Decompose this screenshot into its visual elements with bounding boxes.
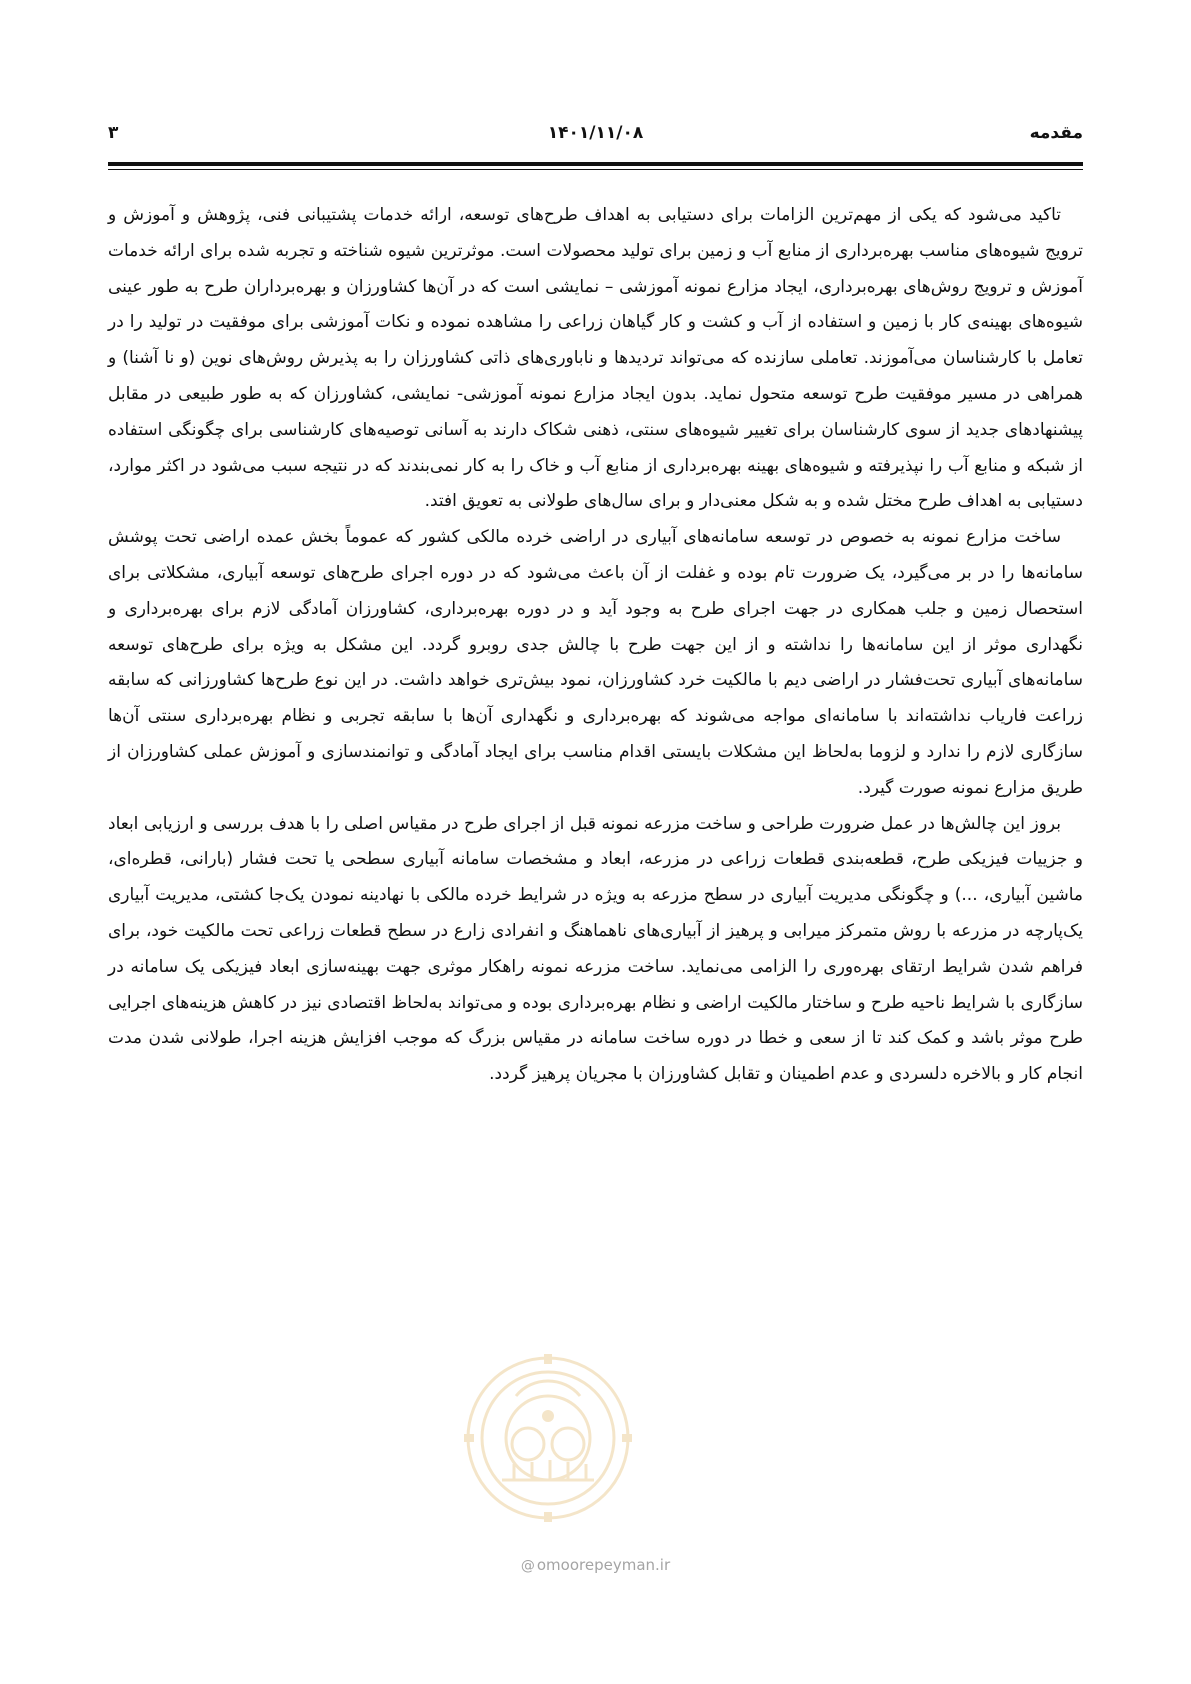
header-page-number: ۳ [108,123,119,143]
watermark-url [0,1556,1191,1574]
watermark-url-text: omoorepeyman.ir [536,1556,671,1574]
header-section-title: مقدمه [1029,123,1083,143]
header-date: ۱۴۰۱/۱۱/۰۸ [547,123,644,143]
paragraph: بروز این چالش‌ها در عمل ضرورت طراحی و ساخت مزرعه نمونه قبل از اجرای طرح در مقیاس اصلی را با هدف بررسی و ارزیابی ابعاد و جزییات فیزیکی طرح، قطعه‌بندی قطعات زراعی در مزرعه، ابعاد و مشخصات سامانه آبیاری سطحی یا تحت فشار (بارانی، قطره‌ای، ماشین آبیاری، ...) و چگونگی مدیریت آبیاری در سطح مزرعه به ویژه در شرایط خرده مالکی با نهادینه نمودن یک‌جا کشتی، مدیریت آبیاری یک‌پارچه در مزرعه با روش متمرکز میرابی و پرهیز از آبیاری‌های ناهماهنگ و انفرادی زارع در سطح قطعات زراعی تحت مالکیت خود، برای فراهم شدن شرایط ارتقای بهره‌وری را الزامی می‌نماید. ساخت مزرعه نمونه راهکار موثری جهت بهینه‌سازی ابعاد فیزیکی یک سامانه در سازگاری با شرایط ناحیه طرح و ساختار مالکیت اراضی و نظام بهره‌برداری بوده و می‌تواند به‌لحاظ اقتصادی نیز در کاهش هزینه‌های اجرایی طرح موثر باشد و کمک کند تا از سعی و خطا در دوره ساخت سامانه در مقیاس بزرگ که موجب افزایش هزینه اجرا، طولانی شدن مدت انجام کار و بالاخره دلسردی و عدم اطمینان و تقابل کشاورزان با مجریان پرهیز گردد. [108,813,1083,1085]
gear-seal-logo-icon [462,1352,634,1524]
paragraph: ساخت مزارع نمونه به خصوص در توسعه سامانه‌های آبیاری در اراضی خرده مالکی کشور که عموماً بخش عمده اراضی تحت پوشش سامانه‌ها را در بر می‌گیرد، یک ضرورت تام بوده و غفلت از آن باعث می‌شود که در دوره اجرای طرح‌های توسعه آبیاری، مشکلاتی برای استحصال زمین و جلب همکاری در جهت اجرای طرح به وجود آید و در دوره بهره‌برداری، کشاورزان آمادگی لازم برای بهره‌برداری و نگهداری موثر از این سامانه‌ها را نداشته و از این جهت طرح با چالش جدی روبرو گردد. این مشکل به ویژه برای طرح‌های توسعه سامانه‌های آبیاری تحت‌فشار در اراضی دیم با مالکیت خرد کشاورزان، نمود بیش‌تری خواهد داشت. در این نوع طرح‌ها کشاورزانی که سابقه زراعت فاریاب نداشته‌اند با سامانه‌ای مواجه می‌شوند که بهره‌برداری و نگهداری آن‌ها با سابقه تجربی و نظام بهره‌برداری سنتی آن‌ها سازگاری لازم را ندارد و لزوما به‌لحاظ این مشکلات بایستی اقدام مناسب برای ایجاد آمادگی و توانمندسازی و آموزش عملی کشاورزان از طریق مزارع نمونه صورت گیرد. [108,527,1083,798]
paragraph: تاکید می‌شود که یکی از مهم‌ترین الزامات برای دستیابی به اهداف طرح‌های توسعه، ارائه خدمات پشتیبانی فنی، پژوهش و آموزش و ترویج شیوه‌های مناسب بهره‌برداری از منابع آب و زمین برای تولید محصولات است. موثرترین شیوه شناخته و تجربه شده برای ارائه خدمات آموزش و ترویج روش‌های بهره‌برداری، ایجاد مزارع نمونه آموزشی – نمایشی است که در آن‌ها کشاورزان و بهره‌برداران طرح به طور عینی شیوه‌های بهینه‌ی کار با زمین و استفاده از آب و کشت و کار گیاهان زراعی را مشاهده نموده و نکات آموزشی برای موفقیت در تولید را در تعامل با کارشناسان می‌آموزند. تعاملی سازنده که می‌تواند تردیدها و ناباوری‌های ذاتی کشاورزان را به پذیرش روش‌های نوین (و نا آشنا) و همراهی در مسیر موفقیت طرح توسعه متحول نماید. بدون ایجاد مزارع نمونه آموزشی- نمایشی، کشاورزان که به طور طبیعی در مقابل پیشنهادهای جدید از سوی کارشناسان برای تغییر شیوه‌های سنتی، ذهنی شکاک دارند به آسانی توصیه‌های کارشناسی برای چگونگی استفاده از شبکه و منابع آب را نپذیرفته و شیوه‌های بهینه بهره‌برداری از منابع آب و خاک را به کار نمی‌بندند که در نتیجه سبب می‌شود در اکثر موارد، دستیابی به اهداف طرح مختل شده و به شکل معنی‌دار و برای سال‌های طولانی به تعویق افتد. [108,205,1083,512]
page-header [108,118,1083,148]
header-rule-thin [108,169,1083,170]
header-rule-thick [108,162,1083,166]
document-body [108,198,1083,1093]
at-sign-icon: @ [520,1558,535,1574]
